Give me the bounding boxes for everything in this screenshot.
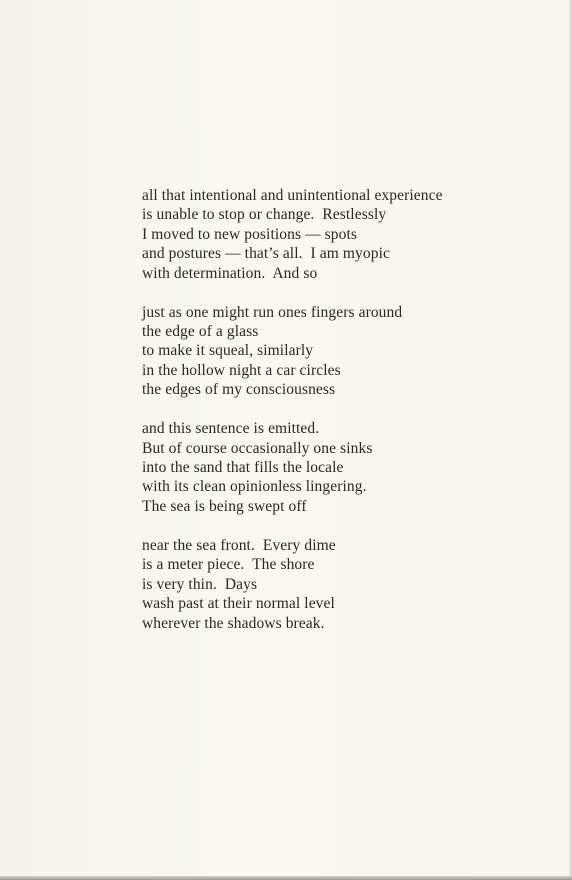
poem-line: The sea is being swept off <box>142 497 307 515</box>
poem-line: is unable to stop or change. Restlessly <box>142 206 387 224</box>
stanza-1 <box>142 186 542 283</box>
poem-line: to make it squeal, similarly <box>142 342 314 360</box>
poem-line: is very thin. Days <box>142 575 258 593</box>
poem-line: with its clean opinionless lingering. <box>142 478 367 496</box>
poem-line: I moved to new positions — spots <box>142 225 358 243</box>
poem-line: But of course occasionally one sinks <box>142 439 373 457</box>
poem-line: into the sand that fills the locale <box>142 459 344 477</box>
poem-line: and this sentence is emitted. <box>142 420 320 438</box>
poem-line: and postures — that’s all. I am myopic <box>142 245 390 263</box>
page-bottom-edge <box>0 876 572 880</box>
poem-line: in the hollow night a car circles <box>142 361 341 379</box>
stanza-2 <box>142 303 542 400</box>
poem-line: near the sea front. Every dime <box>142 536 336 554</box>
poem-line: the edge of a glass <box>142 323 259 341</box>
poem-line: wash past at their normal level <box>142 595 335 613</box>
poem-line: the edges of my consciousness <box>142 381 336 399</box>
poem-body <box>142 186 542 653</box>
poem-line: is a meter piece. The shore <box>142 556 315 574</box>
poem-line: just as one might run ones fingers around <box>142 303 403 321</box>
stanza-3 <box>142 419 542 516</box>
poem-line: all that intentional and unintentional experience <box>142 187 443 204</box>
poem-line: with determination. And so <box>142 264 318 282</box>
poem-line: wherever the shadows break. <box>142 614 325 632</box>
stanza-4 <box>142 536 542 633</box>
